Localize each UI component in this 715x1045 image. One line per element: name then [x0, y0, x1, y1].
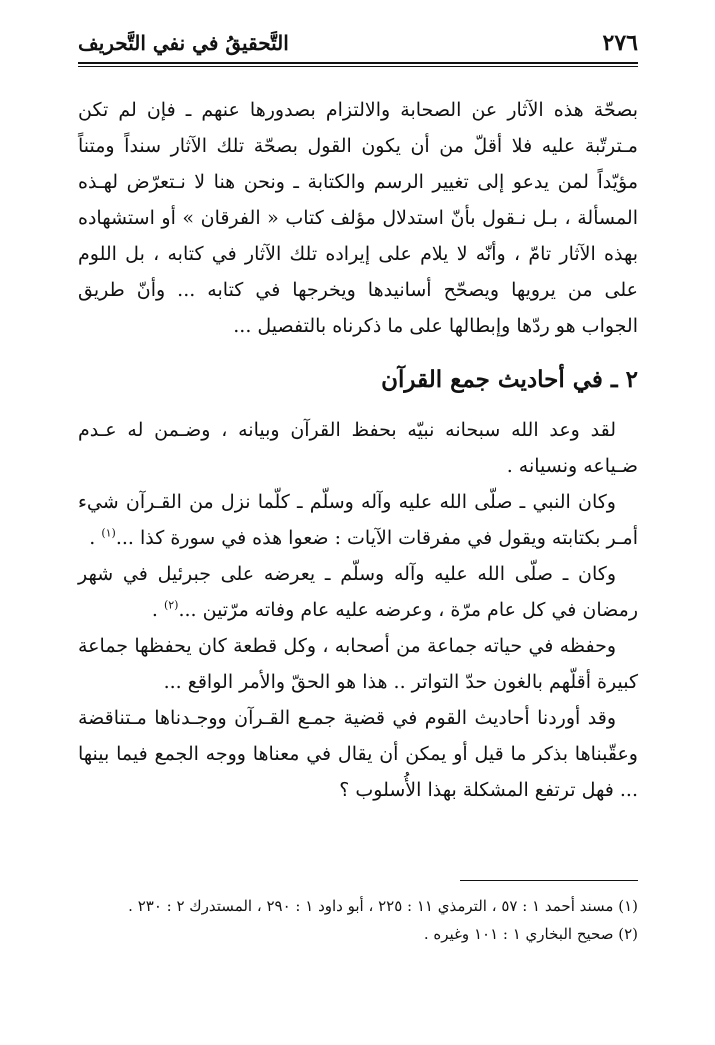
header-rule-thin [78, 66, 638, 67]
footnote-separator [460, 880, 638, 881]
footnote: (٢) صحيح البخاري ١ : ١٠١ وغيره . [423, 925, 638, 943]
paragraph: وحفظه في حياته جماعة من أصحابه ، وكل قطعة كان يحفظها جماعة كبيرة أقلّهم بالغون حدّ التواتر .. هذا هو الحقّ والأمر الواقع ... [78, 635, 638, 693]
paragraph-with-note [78, 484, 638, 556]
intro-paragraph: بصحّة هذه الآثار عن الصحابة والالتزام بصدورها عنهم ـ فإن لم تكن مـترتّبة عليه فلا أقلّ من أن يكون القول بصحّة تلك الآثار سنداً ومتناً مؤيّداً لمن يدعو إلى تغيير الرسم والكتابة ـ ونحن هنا لا نـتعرّض لهـذه المسألة ، بـل نـقول بأنّ استدلال مؤلف كتاب « الفرقان » أو استشهاده بهذه الآثار تامّ ، وأنّه لا يلام على إيراده تلك الآثار في كتابه ، بل اللوم على من يرويها ويصحّح أسانيدها ويخرجها في كتابه ... وأنّ طريق الجواب هو ردّها وإبطالها على ما ذكرناه بالتفصيل ... [78, 99, 638, 337]
footnotes [78, 892, 638, 948]
header-rule [78, 62, 638, 64]
footnote-marker: (٢) [163, 598, 179, 612]
section-body [78, 412, 638, 808]
paragraph: وقد أوردنا أحاديث القوم في قضية جمـع القـرآن ووجـدناها مـتناقضة وعقّبناها بذكر ما قيل أو يمكن أن يقال في معناها ووجه الجمع فيما بينها ... فهل ترتفع المشكلة بهذا الأُسلوب ؟ [78, 707, 638, 801]
page-number: ٢٧٦ [602, 30, 638, 56]
intro-text [78, 92, 638, 344]
running-title: التَّحقيقُ في نفي التَّحريف [78, 31, 289, 55]
paragraph-text: وكان ـ صلّى الله عليه وآله وسلّم ـ يعرضه على جبرئيل في شهر رمضان في كل عام مرّة ، وعرضه عليه عام وفاته مرّتين ... [78, 563, 638, 621]
footnote-marker: (١) [101, 526, 116, 540]
section-heading: ٢ ـ في أحاديث جمع القرآن [381, 366, 638, 393]
paragraph-end: . [151, 599, 164, 621]
paragraph-with-note [78, 556, 638, 628]
page-header [78, 28, 638, 58]
paragraph-end: . [89, 527, 102, 549]
footnote: (١) مسند أحمد ١ : ٥٧ ، الترمذي ١١ : ٢٢٥ ، أبو داود ١ : ٢٩٠ ، المستدرك ٢ : ٢٣٠ . [128, 897, 638, 915]
paragraph-text: وكان النبي ـ صلّى الله عليه وآله وسلّم ـ كلّما نزل من القـرآن شيء أمـر بكتابته ويقول في مفرقات الآيات : ضعوا هذه في سورة كذا ... [78, 491, 638, 549]
paragraph: لقد وعد الله سبحانه نبيّه بحفظ القرآن وبيانه ، وضـمن له عـدم ضـياعه ونسيانه . [78, 419, 638, 477]
